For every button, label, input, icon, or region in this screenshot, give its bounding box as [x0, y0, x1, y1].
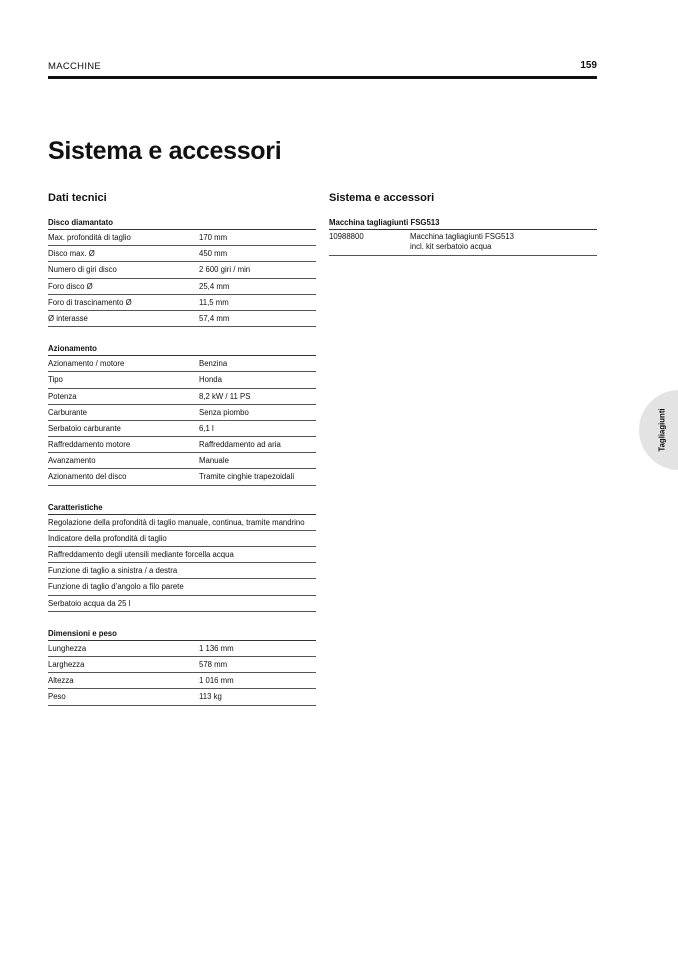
- spec-value: 578 mm: [199, 659, 228, 669]
- accessory-code: 10988800: [329, 232, 364, 241]
- spec-label: Larghezza: [48, 659, 85, 669]
- spec-label: Carburante: [48, 407, 88, 417]
- technical-data-title: Dati tecnici: [48, 192, 107, 204]
- page-number: 159: [580, 60, 597, 71]
- spec-value: Benzina: [199, 359, 228, 369]
- spec-label: Max. profondità di taglio: [48, 233, 131, 242]
- spec-section-heading: Azionamento: [48, 342, 316, 356]
- spec-value: Honda: [199, 375, 222, 385]
- spec-label: Lunghezza: [48, 643, 87, 653]
- spec-row: [48, 356, 316, 372]
- feature-row: [48, 547, 316, 563]
- spec-section-heading: Disco diamantato: [48, 216, 316, 230]
- spec-label: Potenza: [48, 391, 77, 401]
- spec-label: Foro di trascinamento Ø: [48, 297, 132, 307]
- spec-row: [48, 673, 316, 689]
- feature-row: [48, 563, 316, 579]
- accessory-note: incl. kit serbatoio acqua: [410, 242, 492, 251]
- spec-value: 2 600 giri / min: [199, 265, 251, 275]
- spec-value: 25,4 mm: [199, 281, 230, 291]
- accessory-description: [410, 232, 597, 252]
- feature-row: [48, 596, 316, 612]
- feature-text: Funzione di taglio a sinistra / a destra: [48, 566, 178, 576]
- spec-value: 6,1 l: [199, 423, 214, 433]
- feature-text: Serbatoio acqua da 25 l: [48, 598, 131, 608]
- feature-row: [48, 531, 316, 547]
- spec-label: Azionamento / motore: [48, 359, 125, 369]
- spec-row: [48, 657, 316, 673]
- accessory-row: [329, 230, 597, 256]
- spec-row: [48, 469, 316, 485]
- feature-text: Regolazione della profondità di taglio manuale, continua, tramite mandrino: [48, 517, 305, 527]
- accessories-column: [329, 192, 597, 271]
- spec-row: [48, 311, 316, 327]
- side-tab-label: Tagliagiunti: [657, 408, 667, 452]
- spec-value: 170 mm: [199, 233, 228, 242]
- spec-row: [48, 421, 316, 437]
- spec-label: Peso: [48, 692, 66, 702]
- header-rule: [48, 76, 597, 79]
- spec-row: [48, 262, 316, 278]
- spec-row: [48, 230, 316, 246]
- spec-row: [48, 372, 316, 388]
- page-header: [48, 61, 597, 75]
- spec-label: Foro disco Ø: [48, 281, 93, 291]
- spec-value: 113 kg: [199, 692, 222, 702]
- spec-row: [48, 246, 316, 262]
- spec-value: 11,5 mm: [199, 297, 229, 307]
- spec-value: Raffreddamento ad aria: [199, 440, 281, 450]
- feature-text: Funzione di taglio d’angolo a filo parete: [48, 582, 184, 592]
- spec-label: Serbatoio carburante: [48, 423, 121, 433]
- spec-label: Altezza: [48, 676, 74, 686]
- spec-value: 450 mm: [199, 249, 228, 259]
- spec-label: Azionamento del disco: [48, 472, 127, 482]
- spec-label: Tipo: [48, 375, 63, 385]
- spec-section-heading: Caratteristiche: [48, 501, 316, 515]
- spec-section: [48, 342, 316, 486]
- spec-value: 1 016 mm: [199, 676, 234, 686]
- feature-text: Indicatore della profondità di taglio: [48, 533, 167, 543]
- feature-row: [48, 515, 316, 531]
- accessories-list: [329, 230, 597, 256]
- spec-row: [48, 437, 316, 453]
- feature-text: Raffreddamento degli utensili mediante forcella acqua: [48, 550, 234, 559]
- feature-row: [48, 579, 316, 595]
- spec-row: [48, 405, 316, 421]
- spec-value: Senza piombo: [199, 407, 249, 417]
- spec-value: Manuale: [199, 456, 229, 466]
- spec-section-heading: Dimensioni e peso: [48, 627, 316, 641]
- spec-row: [48, 641, 316, 657]
- spec-value: 57,4 mm: [199, 313, 230, 323]
- accessories-title: Sistema e accessori: [329, 192, 435, 204]
- spec-value: 1 136 mm: [199, 643, 234, 653]
- spec-section: [48, 627, 316, 706]
- spec-value: Tramite cinghie trapezoidali: [199, 472, 295, 482]
- spec-row: [48, 295, 316, 311]
- spec-section: [48, 501, 316, 612]
- spec-value: 8,2 kW / 11 PS: [199, 391, 251, 401]
- header-section-label: MACCHINE: [48, 61, 102, 72]
- accessories-section: [329, 216, 597, 256]
- spec-label: Raffreddamento motore: [48, 440, 131, 450]
- spec-row: [48, 389, 316, 405]
- spec-label: Ø interasse: [48, 313, 88, 323]
- spec-label: Numero di giri disco: [48, 265, 117, 275]
- spec-row: [48, 689, 316, 705]
- technical-data-column: [48, 192, 316, 721]
- accessories-section-heading: Macchina tagliagiunti FSG513: [329, 216, 597, 230]
- accessory-name: Macchina tagliagiunti FSG513: [410, 232, 515, 241]
- spec-label: Disco max. Ø: [48, 249, 95, 259]
- spec-row: [48, 279, 316, 295]
- technical-data-sections: [48, 216, 316, 706]
- spec-label: Avanzamento: [48, 456, 96, 466]
- spec-row: [48, 453, 316, 469]
- page-title: Sistema e accessori: [48, 137, 282, 165]
- spec-section: [48, 216, 316, 327]
